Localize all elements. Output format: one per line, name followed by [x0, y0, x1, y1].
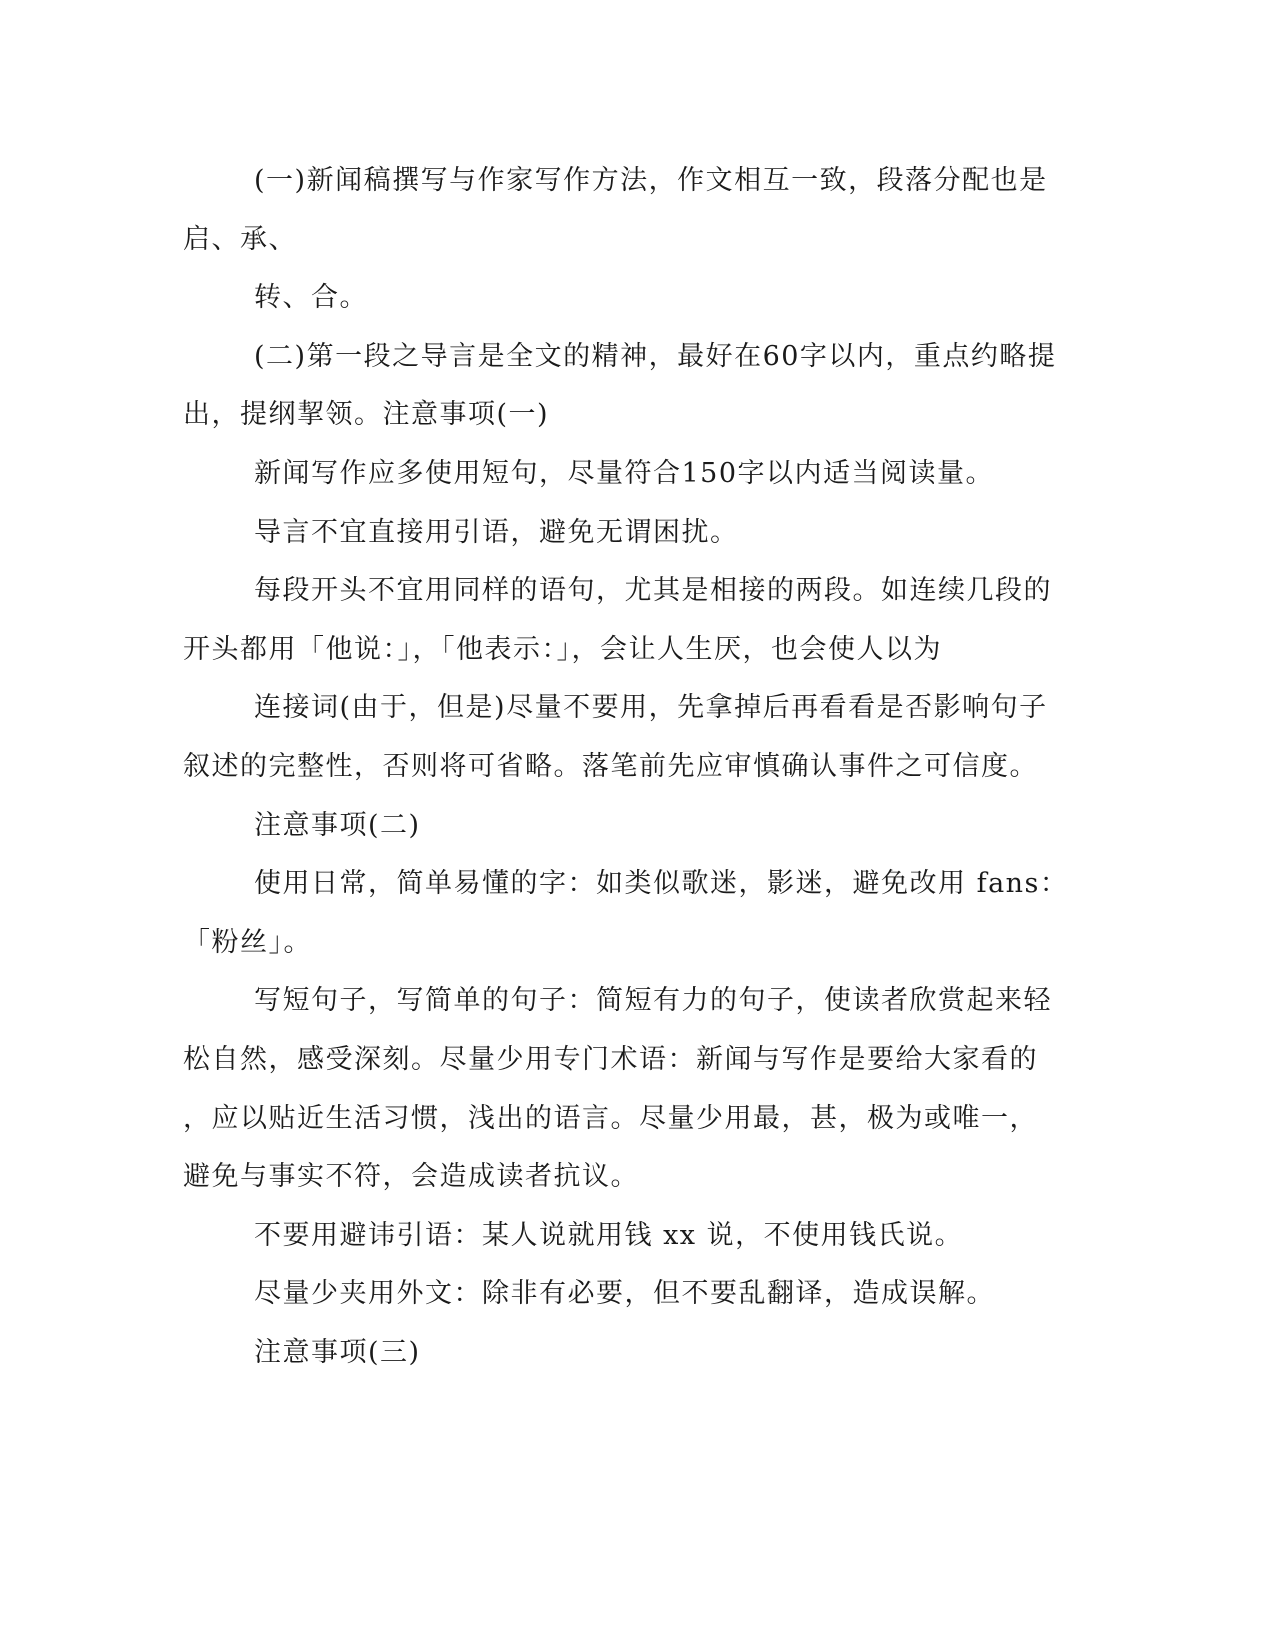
- paragraph-1-line-2: 启、承、: [183, 224, 297, 255]
- paragraph-7-line-1: 连接词(由于，但是)尽量不要用，先拿掉后再看看是否影响句子: [254, 692, 1048, 723]
- paragraph-4-line-1: 新闻写作应多使用短句，尽量符合150字以内适当阅读量。: [254, 458, 995, 489]
- paragraph-6-line-2: 开头都用「他说：」，「他表示：」，会让人生厌，也会使人以为: [183, 634, 942, 665]
- paragraph-8-line-1: 使用日常，简单易懂的字：如类似歌迷，影迷，避免改用 fans：: [254, 868, 1069, 899]
- paragraph-11-line-1: 尽量少夹用外文：除非有必要，但不要乱翻译，造成误解。: [254, 1278, 995, 1309]
- paragraph-9-line-1: 写短句子，写简单的句子：简短有力的句子，使读者欣赏起来轻: [254, 985, 1052, 1016]
- paragraph-9-line-4: 避免与事实不符，会造成读者抗议。: [183, 1161, 639, 1192]
- section-heading-3: 注意事项(三): [254, 1337, 421, 1368]
- paragraph-2-line-1: 转、合。: [254, 282, 368, 313]
- paragraph-10-line-1: 不要用避讳引语：某人说就用钱 xx 说，不使用钱氏说。: [254, 1220, 964, 1251]
- paragraph-9-line-2: 松自然，感受深刻。尽量少用专门术语：新闻与写作是要给大家看的: [183, 1044, 1038, 1075]
- paragraph-6-line-1: 每段开头不宜用同样的语句，尤其是相接的两段。如连续几段的: [254, 575, 1052, 606]
- paragraph-9-line-3: ，应以贴近生活习惯，浅出的语言。尽量少用最，甚，极为或唯一，: [183, 1103, 1038, 1134]
- paragraph-3-line-2: 出，提纲挈领。注意事项(一): [183, 399, 550, 430]
- paragraph-3-line-1: (二)第一段之导言是全文的精神，最好在60字以内，重点约略提: [254, 341, 1057, 372]
- section-heading-2: 注意事项(二): [254, 810, 421, 841]
- paragraph-1-line-1: (一)新闻稿撰写与作家写作方法，作文相互一致，段落分配也是: [254, 165, 1048, 196]
- paragraph-8-line-2: 「粉丝」。: [183, 927, 312, 958]
- paragraph-7-line-2: 叙述的完整性，否则将可省略。落笔前先应审慎确认事件之可信度。: [183, 751, 1038, 782]
- paragraph-5-line-1: 导言不宜直接用引语，避免无谓困扰。: [254, 517, 739, 548]
